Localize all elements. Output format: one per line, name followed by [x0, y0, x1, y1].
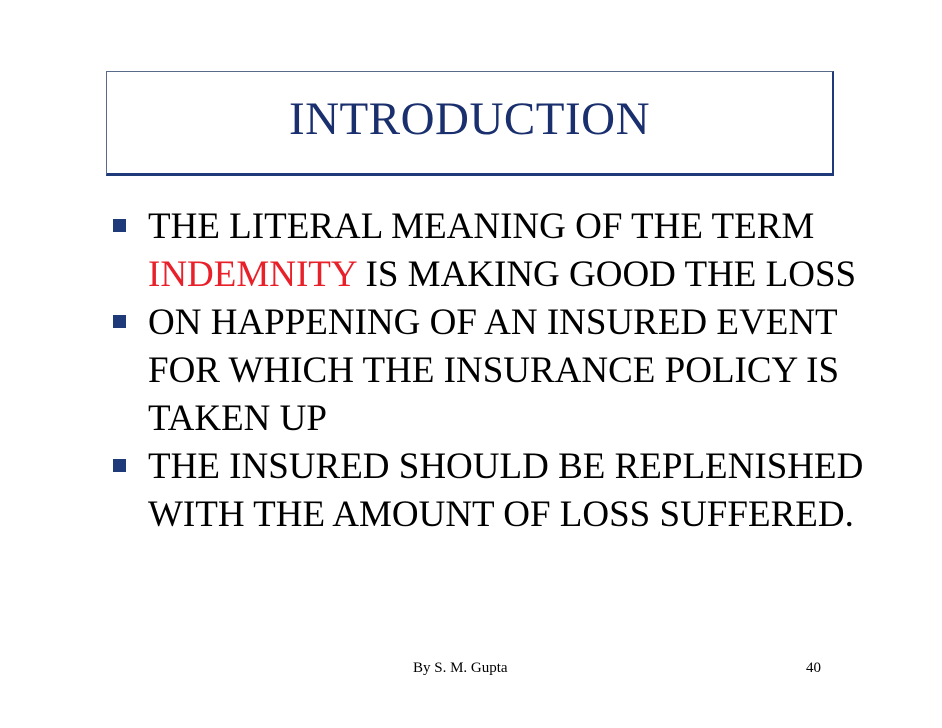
bullet-2-text: ON HAPPENING OF AN INSURED EVENT FOR WHICH THE INSURANCE POLICY IS TAKEN UP [148, 302, 840, 439]
bullet-item-3 [113, 443, 873, 539]
page-number: 40 [806, 660, 821, 676]
slide-title: INTRODUCTION [288, 93, 651, 145]
square-bullet-icon [113, 219, 126, 232]
bullet-1-highlight: INDEMNITY [148, 254, 357, 295]
square-bullet-icon [113, 315, 126, 328]
footer-credit: By S. M. Gupta [413, 660, 508, 676]
bullet-item-1 [113, 203, 873, 299]
title-box [106, 71, 834, 176]
bullet-item-2 [113, 299, 873, 443]
bullet-1-text-after: IS MAKING GOOD THE LOSS [356, 254, 857, 295]
bullet-1-text-before: THE LITERAL MEANING OF THE TERM [148, 206, 815, 247]
bullet-list [113, 203, 873, 539]
bullet-3-text: THE INSURED SHOULD BE REPLENISHED WITH THE AMOUNT OF LOSS SUFFERED. [148, 446, 864, 535]
square-bullet-icon [113, 459, 126, 472]
